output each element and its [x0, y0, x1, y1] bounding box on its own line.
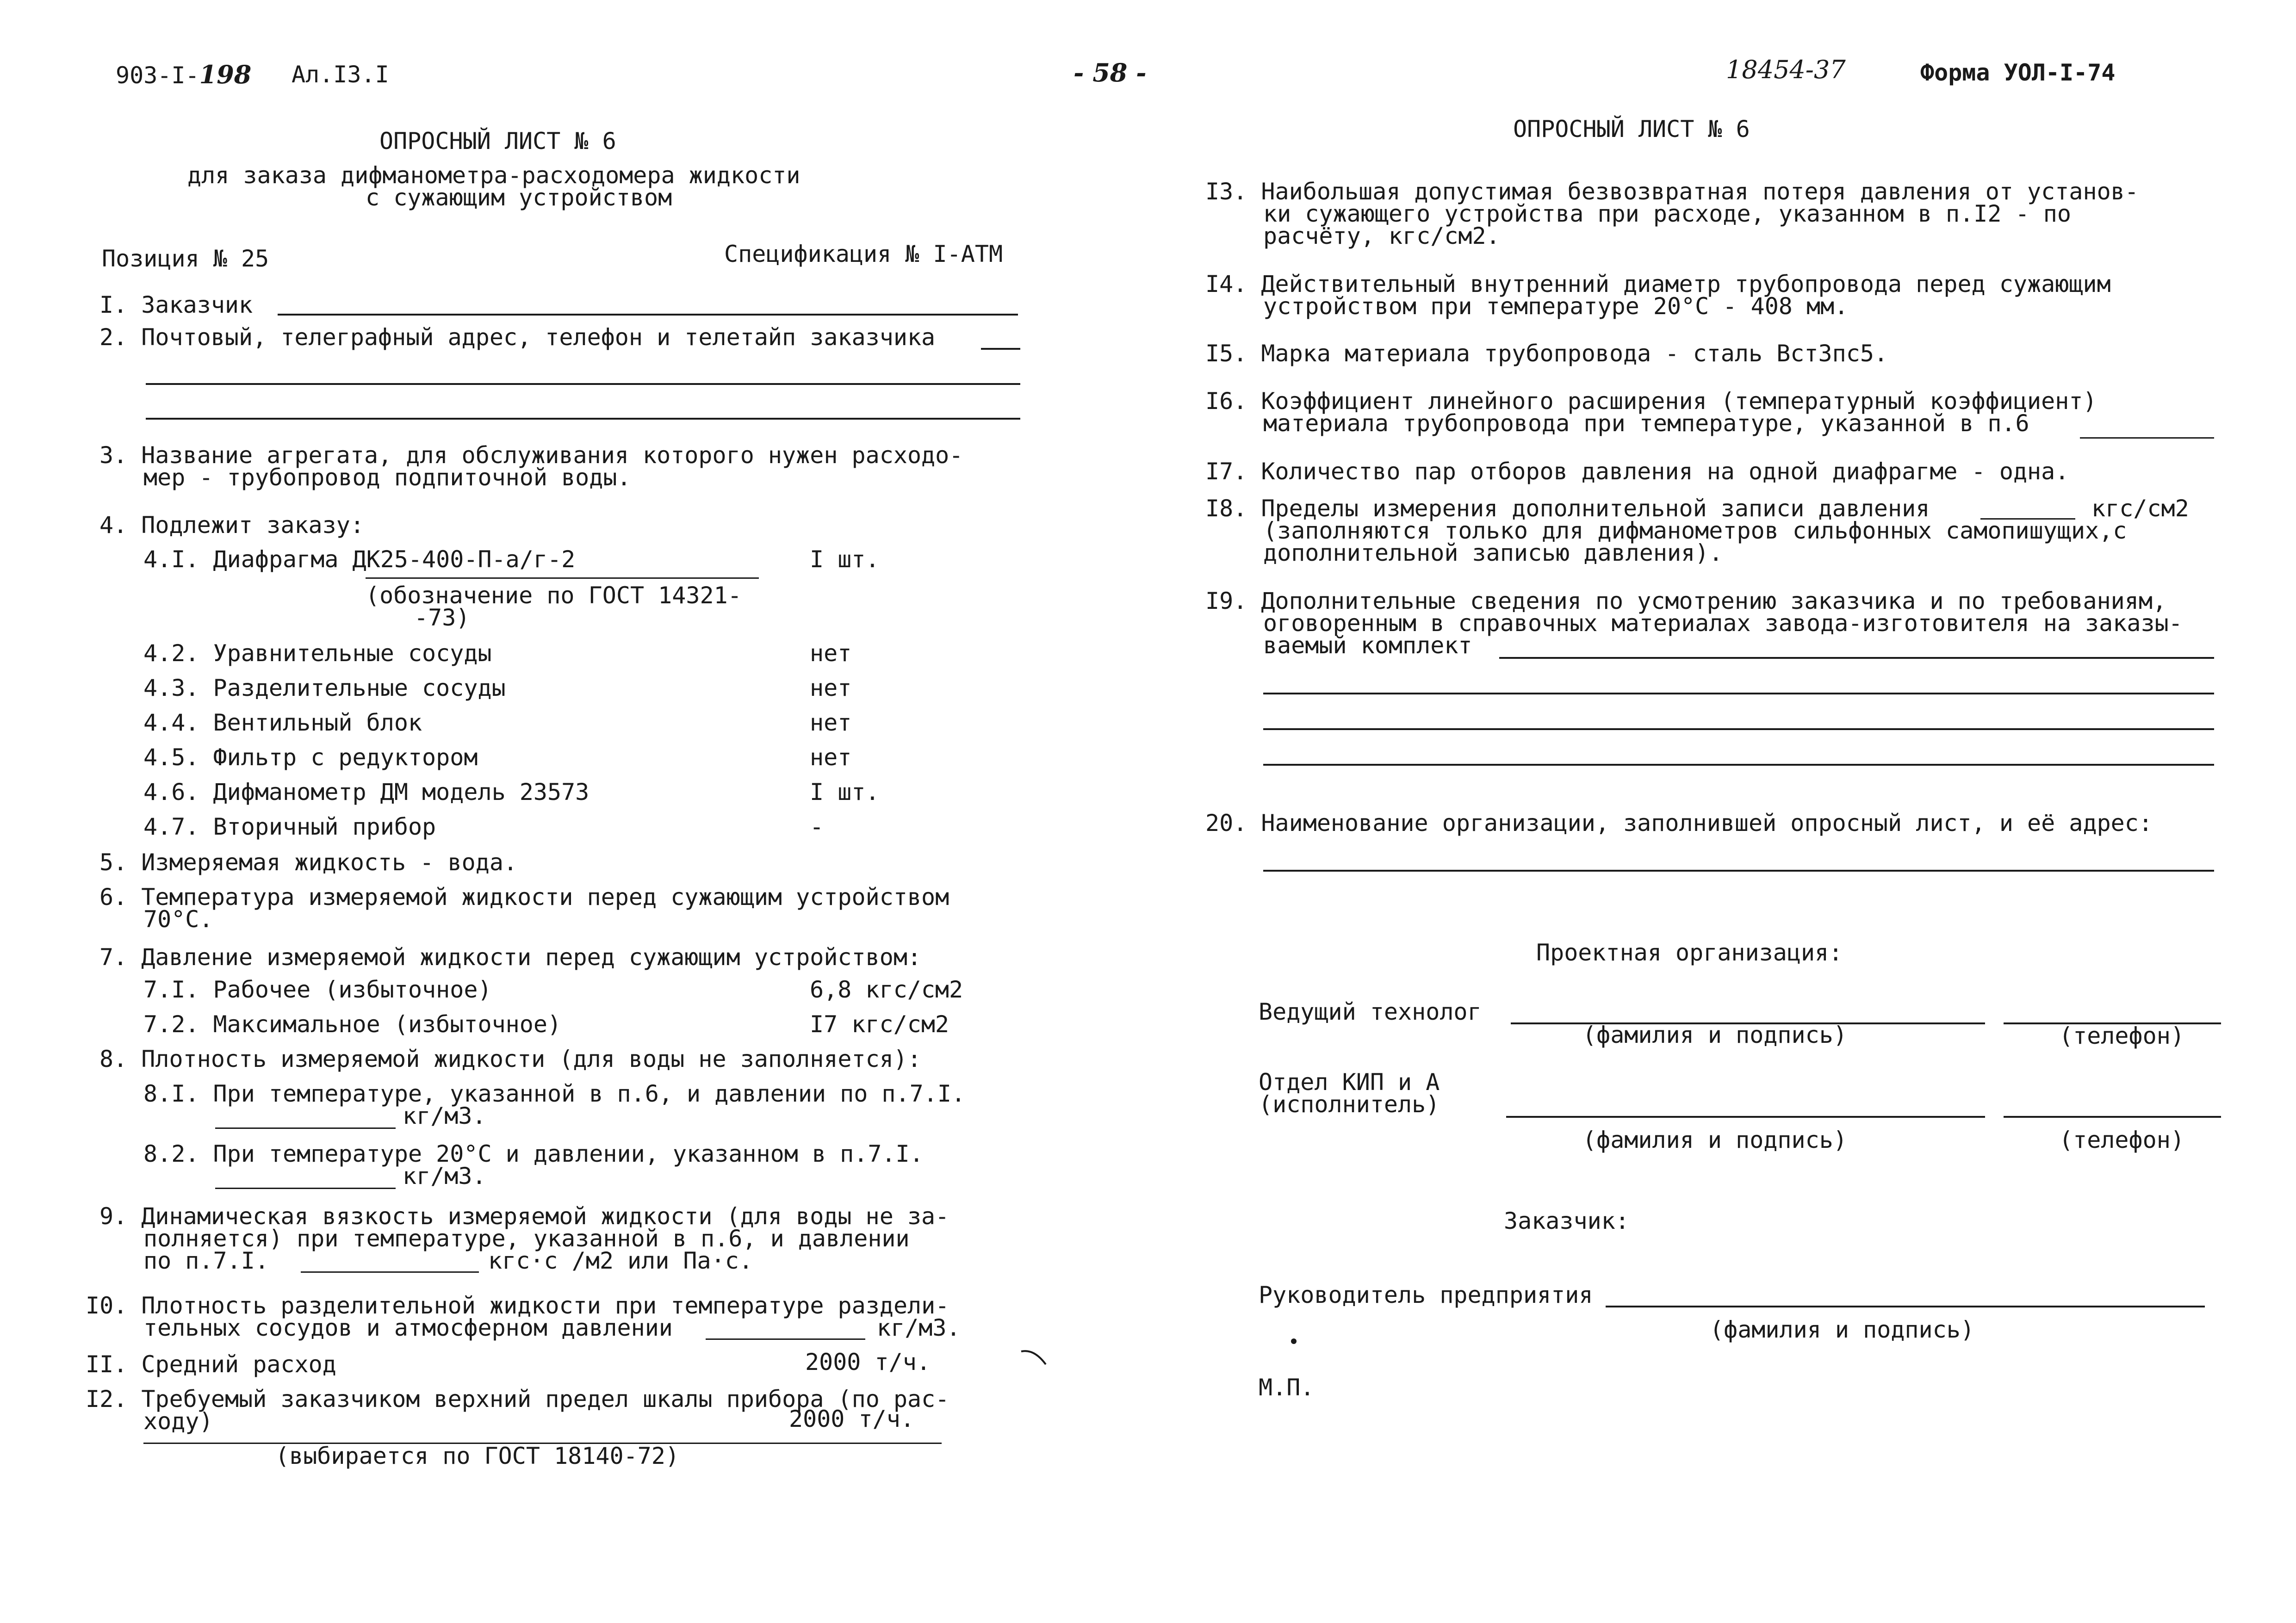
item-6-line-2: 70°С.: [143, 906, 213, 933]
design-org-heading: Проектная организация:: [1536, 939, 1843, 966]
kip-dept-phone-line: [2004, 1116, 2221, 1118]
handwritten-ref: 18454-37: [1726, 55, 1846, 84]
item-2-blank-tail: [981, 348, 1020, 350]
item-19-blank-line-1: [1499, 657, 2214, 659]
left-subtitle-1: для заказа дифманометра-расходомера жидкости: [187, 162, 800, 189]
item-4-5: 4.5. Фильтр с редуктором: [143, 744, 478, 771]
lead-technologist-label: Ведущий технолог: [1259, 998, 1482, 1025]
item-16-line-1: I6. Коэффициент линейного расширения (температурный коэффициент): [1205, 388, 2097, 415]
item-4-heading: 4. Подлежит заказу:: [99, 512, 364, 539]
item-14-line-2: устройством при температуре 20°С - 408 мм.: [1263, 293, 1849, 320]
lead-technologist-phone-caption: (телефон): [2059, 1022, 2184, 1049]
item-4-7-value: -: [810, 813, 824, 840]
item-3-line-1: 3. Название агрегата, для обслуживания которого нужен расходо-: [99, 442, 963, 469]
item-4-1-note-2: -73): [414, 604, 470, 631]
item-3-line-2: мер - трубопровод подпиточной воды.: [143, 464, 631, 491]
item-15-pipe-material: I5. Марка материала трубопровода - сталь ВстЗпс5.: [1205, 340, 1888, 367]
item-4-4: 4.4. Вентильный блок: [143, 709, 422, 736]
left-subtitle-2: с сужающим устройством: [366, 184, 672, 211]
kip-dept-label-2: (исполнитель): [1259, 1091, 1440, 1118]
item-9-line-1: 9. Динамическая вязкость измеряемой жидкости (для воды не за-: [99, 1203, 949, 1230]
item-4-3: 4.3. Разделительные сосуды: [143, 675, 506, 701]
ink-dot: [1291, 1338, 1297, 1344]
item-4-6-value: I шт.: [810, 779, 880, 805]
item-4-7: 4.7. Вторичный прибор: [143, 813, 436, 840]
item-20-blank-line: [1263, 870, 2214, 872]
item-13-line-3: расчёту, кгс/см2.: [1263, 223, 1500, 249]
item-7-2-value: I7 кгс/см2: [810, 1011, 949, 1038]
lead-technologist-name-caption: (фамилия и подпись): [1582, 1022, 1847, 1048]
page-number: - 58 -: [1074, 58, 1147, 87]
item-4-5-value: нет: [810, 744, 852, 771]
item-4-2-value: нет: [810, 640, 852, 667]
item-8-2-unit: кг/м3.: [403, 1163, 486, 1189]
item-4-1-diaphragm: 4.I. Диафрагма ДК25-400-П-а/г-2: [143, 546, 576, 573]
kip-dept-label-1: Отдел КИП и А: [1259, 1069, 1440, 1096]
item-8-1-line-1: 8.I. При температуре, указанной в п.6, и давлении по п.7.I.: [143, 1080, 966, 1107]
kip-dept-phone-caption: (телефон): [2059, 1127, 2184, 1153]
item-4-3-value: нет: [810, 675, 852, 701]
item-1-blank-line: [278, 314, 1018, 316]
item-20-organization: 20. Наименование организации, заполнившей опросный лист, и её адрес:: [1205, 810, 2153, 836]
item-19-line-2: оговоренным в справочных материалах завода-изготовителя на заказы-: [1263, 610, 2183, 637]
item-16-blank: [2080, 437, 2214, 439]
item-7-1-value: 6,8 кгс/см2: [810, 976, 963, 1003]
item-4-2: 4.2. Уравнительные сосуды: [143, 640, 492, 667]
item-2-blank-line-2: [146, 418, 1020, 420]
item-18-line-1: I8. Пределы измерения дополнительной записи давления: [1205, 495, 1930, 522]
item-16-line-2: материала трубопровода при температуре, указанной в п.6: [1263, 410, 2029, 437]
kip-dept-sign-line: [1506, 1116, 1985, 1118]
item-19-blank-line-4: [1263, 764, 2214, 766]
item-4-1-quantity: I шт.: [810, 546, 880, 573]
item-9-line-2: полняется) при температуре, указанной в п.6, и давлении: [143, 1225, 910, 1252]
item-8-1-blank: [215, 1127, 396, 1129]
item-10-line-2: тельных сосудов и атмосферном давлении: [143, 1314, 673, 1341]
item-19-line-3: ваемый комплект: [1263, 632, 1472, 659]
item-8-2-blank: [215, 1188, 396, 1189]
item-2-address: 2. Почтовый, телеграфный адрес, телефон и телетайп заказчика: [99, 324, 936, 351]
doc-code-printed: 903-I-: [116, 62, 199, 89]
specification-number: Спецификация № I-АТМ: [724, 241, 1003, 267]
item-14-line-1: I4. Действительный внутренний диаметр трубопровода перед сужающим: [1205, 271, 2111, 297]
item-7-2: 7.2. Максимальное (избыточное): [143, 1011, 562, 1038]
item-4-1-note-1: (обозначение по ГОСТ 14321-: [366, 582, 742, 609]
director-label: Руководитель предприятия: [1259, 1282, 1593, 1308]
item-11-average-flow: II. Средний расход: [86, 1351, 336, 1378]
item-12-line-1: I2. Требуемый заказчиком верхний предел шкалы прибора (по рас-: [86, 1386, 949, 1412]
item-1-customer: I. Заказчик: [99, 291, 253, 318]
item-18-line-2: (заполняются только для дифманометров сильфонных самопишущих,с: [1263, 517, 2127, 544]
item-19-blank-line-2: [1263, 693, 2214, 694]
customer-heading: Заказчик:: [1504, 1208, 1629, 1234]
item-10-blank: [706, 1338, 865, 1340]
item-7-1: 7.I. Рабочее (избыточное): [143, 976, 492, 1003]
item-19-line-1: I9. Дополнительные сведения по усмотрению заказчика и по требованиям,: [1205, 588, 2167, 614]
item-5-liquid: 5. Измеряемая жидкость - вода.: [99, 849, 518, 876]
item-10-unit: кг/м3.: [877, 1314, 961, 1341]
director-sign-line: [1606, 1306, 2205, 1307]
album-number: Ал.I3.I: [292, 61, 389, 88]
item-9-unit: кгс·с /м2 или Па·с.: [488, 1247, 753, 1274]
item-8-2-line-1: 8.2. При температуре 20°С и давлении, указанном в п.7.I.: [143, 1140, 924, 1167]
item-8-1-unit: кг/м3.: [403, 1103, 486, 1129]
item-4-4-value: нет: [810, 709, 852, 736]
item-17-taps: I7. Количество пар отборов давления на одной диафрагме - одна.: [1205, 458, 2069, 485]
item-13-line-2: ки сужающего устройства при расходе, указанном в п.I2 - по: [1263, 200, 2071, 227]
item-13-line-1: I3. Наибольшая допустимая безвозвратная потеря давления от установ-: [1205, 178, 2139, 205]
item-18-unit: кгс/см2: [2091, 495, 2189, 522]
item-8-heading: 8. Плотность измеряемой жидкости (для воды не заполняется):: [99, 1046, 922, 1072]
form-code: Форма УОЛ-I-74: [1920, 59, 2116, 86]
left-title: ОПРОСНЫЙ ЛИСТ № 6: [379, 128, 616, 155]
right-title: ОПРОСНЫЙ ЛИСТ № 6: [1513, 116, 1750, 142]
item-2-blank-line-1: [146, 383, 1020, 385]
item-18-line-3: дополнительной записью давления).: [1263, 539, 1723, 566]
item-10-line-1: I0. Плотность разделительной жидкости при температуре раздели-: [86, 1292, 949, 1319]
item-7-heading: 7. Давление измеряемой жидкости перед сужающим устройством:: [99, 944, 922, 971]
position-number: Позиция № 25: [102, 245, 269, 272]
stamp-place: М.П.: [1259, 1374, 1315, 1401]
doc-code: [116, 61, 251, 89]
stray-pen-mark: [1020, 1349, 1048, 1367]
item-9-blank: [301, 1271, 479, 1273]
item-12-line-2: ходу): [143, 1408, 213, 1435]
item-4-6: 4.6. Дифманометр ДМ модель 23573: [143, 779, 590, 805]
item-11-value: 2000 т/ч.: [805, 1349, 931, 1375]
item-6-line-1: 6. Температура измеряемой жидкости перед сужающим устройством: [99, 884, 949, 911]
item-9-line-3: по п.7.I.: [143, 1247, 269, 1274]
doc-code-handwritten: 198: [199, 60, 252, 89]
item-19-blank-line-3: [1263, 728, 2214, 730]
kip-dept-name-caption: (фамилия и подпись): [1582, 1127, 1847, 1153]
item-12-note: (выбирается по ГОСТ 18140-72): [275, 1443, 679, 1469]
director-name-caption: (фамилия и подпись): [1710, 1316, 1974, 1343]
item-4-1-underline: [366, 577, 759, 579]
item-12-value: 2000 т/ч.: [789, 1406, 914, 1432]
